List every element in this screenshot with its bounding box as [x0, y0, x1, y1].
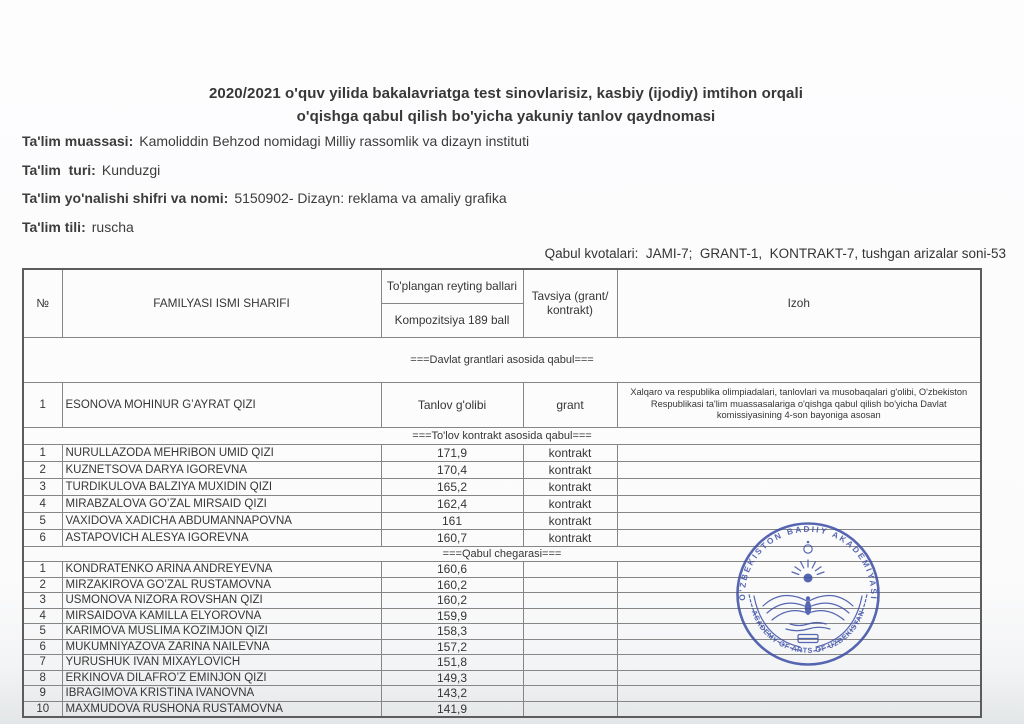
cell-tavsiya	[523, 655, 617, 671]
section-header-label: ===Qabul chegarasi===	[23, 546, 981, 562]
cell-tavsiya: kontrakt	[523, 444, 617, 461]
cell-score: 159,9	[381, 608, 523, 624]
cell-name: KONDRATENKO ARINA ANDREYEVNA	[62, 562, 381, 578]
meta-row-code	[22, 188, 529, 217]
meta-label: Ta'lim muassasi:	[22, 133, 134, 149]
cell-tavsiya: kontrakt	[523, 495, 617, 512]
section-grant	[23, 337, 981, 427]
table-row	[23, 562, 981, 578]
section-header-row	[23, 337, 981, 382]
cell-name: IBRAGIMOVA KRISTINA IVANOVNA	[62, 686, 381, 702]
table-row	[23, 655, 981, 671]
cell-name: YURUSHUK IVAN MIXAYLOVICH	[62, 655, 381, 671]
col-header-name: FAMILYASI ISMI SHARIFI	[62, 269, 381, 337]
cell-name: MUKUMNIYAZOVA ZARINA NAILEVNA	[62, 639, 381, 655]
cell-num: 3	[23, 593, 62, 609]
cell-tavsiya: kontrakt	[523, 512, 617, 529]
cell-score: 157,2	[381, 639, 523, 655]
col-header-izoh: Izoh	[617, 269, 981, 337]
cell-num: 6	[23, 529, 62, 546]
col-header-tavsiya: Tavsiya (grant/ kontrakt)	[523, 269, 617, 337]
cell-num: 3	[23, 478, 62, 495]
cell-izoh	[617, 655, 981, 671]
section-kontrakt	[23, 427, 981, 546]
cell-score: 170,4	[381, 461, 523, 478]
cell-score: 160,2	[381, 577, 523, 593]
cell-name: ESONOVA MOHINUR G’AYRAT QIZI	[62, 382, 381, 427]
cell-tavsiya	[523, 562, 617, 578]
cell-num: 1	[23, 382, 62, 427]
meta-block	[22, 131, 529, 245]
meta-row-language	[22, 217, 529, 246]
section-header-row	[23, 427, 981, 444]
cell-tavsiya	[523, 624, 617, 640]
cell-tavsiya	[523, 608, 617, 624]
cell-num: 7	[23, 655, 62, 671]
cell-tavsiya	[523, 670, 617, 686]
cell-num: 1	[23, 562, 62, 578]
cell-izoh	[617, 686, 981, 702]
table-row	[23, 639, 981, 655]
cell-score: 165,2	[381, 478, 523, 495]
cell-num: 8	[23, 670, 62, 686]
col-header-score-sub: Kompozitsiya 189 ball	[381, 303, 523, 337]
cell-num: 2	[23, 461, 62, 478]
cell-name: NURULLAZODA MEHRIBON UMID QIZI	[62, 444, 381, 461]
meta-row-type	[22, 160, 529, 189]
cell-tavsiya	[523, 577, 617, 593]
table-header	[23, 269, 981, 337]
cell-num: 2	[23, 577, 62, 593]
table-row	[23, 461, 981, 478]
table-row	[23, 670, 981, 686]
meta-value: Kunduzgi	[101, 161, 161, 178]
cell-name: VAXIDOVA XADICHA ABDUMANNAPOVNA	[62, 512, 381, 529]
section-header-label: ===Davlat grantlari asosida qabul===	[23, 337, 981, 382]
cell-score: 143,2	[381, 686, 523, 702]
cell-name: USMONOVA NIZORA ROVSHAN QIZI	[62, 593, 381, 609]
cell-izoh	[617, 562, 981, 578]
cell-name: MIRZAKIROVA GO’ZAL RUSTAMOVNA	[62, 577, 381, 593]
doc-title-line-1: 2020/2021 o'quv yilida bakalavriatga test sinovlarisiz, kasbiy (ijodiy) imtihon orqali	[208, 85, 804, 102]
cell-score: 171,9	[381, 444, 523, 461]
table-row	[23, 495, 981, 512]
cell-score: 158,3	[381, 624, 523, 640]
cell-tavsiya: kontrakt	[523, 461, 617, 478]
stamp-arc-bottom-text: ACADEMY OF ARTS OF UZBEKISTAN	[749, 608, 867, 655]
cell-num: 10	[23, 701, 62, 717]
table-row	[23, 701, 981, 717]
table-row	[23, 686, 981, 702]
cell-score: 149,3	[381, 670, 523, 686]
cell-num: 9	[23, 686, 62, 702]
cell-score: 160,7	[381, 529, 523, 546]
section-chegara	[23, 546, 981, 717]
cell-score: 141,9	[381, 701, 523, 717]
table-row	[23, 382, 981, 427]
cell-izoh	[617, 624, 981, 640]
cell-izoh: Xalqaro va respublika olimpiadalari, tanlovlari va musobaqalari g'olibi, O'zbekiston Respublikasi ta'lim muassasalariga o'qishga qabul qilish bo'yicha Davlat komissiyasining 4-son bayoniga asosan	[617, 382, 981, 427]
cell-tavsiya: kontrakt	[523, 478, 617, 495]
cell-name: ASTAPOVICH ALESYA IGOREVNA	[62, 529, 381, 546]
cell-tavsiya: kontrakt	[523, 529, 617, 546]
cell-score: 160,2	[381, 593, 523, 609]
cell-score: Tanlov g'olibi	[381, 382, 523, 427]
section-header-label: ===To'lov kontrakt asosida qabul===	[23, 427, 981, 444]
col-header-score-group: To'plangan reyting ballari	[381, 269, 523, 303]
meta-label: Ta'lim tili:	[22, 218, 86, 235]
cell-izoh	[617, 577, 981, 593]
cell-num: 6	[23, 639, 62, 655]
results-table	[22, 268, 982, 718]
table-row	[23, 608, 981, 624]
cell-izoh	[617, 495, 981, 512]
cell-izoh	[617, 529, 981, 546]
table-row	[23, 444, 981, 461]
table-row	[23, 478, 981, 495]
cell-name: TURDIKULOVA BALZIYA MUXIDIN QIZI	[62, 478, 381, 495]
cell-score: 161	[381, 512, 523, 529]
table-row	[23, 512, 981, 529]
cell-tavsiya	[523, 639, 617, 655]
col-header-num: №	[23, 269, 62, 337]
cell-tavsiya	[523, 701, 617, 717]
meta-label: Ta'lim turi:	[22, 161, 96, 178]
meta-value: 5150902- Dizayn: reklama va amaliy grafika	[234, 190, 507, 206]
cell-name: MIRSAIDOVA KAMILLA ELYOROVNA	[62, 608, 381, 624]
meta-value: ruscha	[91, 218, 134, 235]
cell-score: 151,8	[381, 655, 523, 671]
meta-row-institution	[22, 131, 529, 160]
cell-tavsiya: grant	[523, 382, 617, 427]
section-header-row	[23, 546, 981, 562]
cell-name: MAXMUDOVA RUSHONA RUSTAMOVNA	[62, 701, 381, 717]
cell-score: 162,4	[381, 495, 523, 512]
cell-score: 160,6	[381, 562, 523, 578]
cell-izoh	[617, 701, 981, 717]
table-row	[23, 529, 981, 546]
cell-izoh	[617, 670, 981, 686]
cell-num: 4	[23, 608, 62, 624]
doc-title-line-2: o'qishga qabul qilish bo'yicha yakuniy tanlov qaydnomasi	[296, 108, 716, 125]
cell-name: ERKINOVA DILAFRO’Z EMINJON QIZI	[62, 670, 381, 686]
cell-izoh	[617, 593, 981, 609]
cell-num: 5	[23, 624, 62, 640]
cell-name: KARIMOVA MUSLIMA KOZIMJON QIZI	[62, 624, 381, 640]
cell-name: MIRABZALOVA GO’ZAL MIRSAID QIZI	[62, 495, 381, 512]
meta-value: Kamoliddin Behzod nomidagi Milliy rassomlik va dizayn instituti	[139, 133, 530, 149]
table-row	[23, 593, 981, 609]
cell-izoh	[617, 639, 981, 655]
table-row	[23, 624, 981, 640]
cell-izoh	[617, 478, 981, 495]
cell-izoh	[617, 608, 981, 624]
quota-line: Qabul kvotalari: JAMI-7; GRANT-1, KONTRAKT-7, tushgan arizalar soni-53	[544, 246, 1006, 261]
cell-tavsiya	[523, 686, 617, 702]
cell-num: 4	[23, 495, 62, 512]
cell-name: KUZNETSOVA DARYA IGOREVNA	[62, 461, 381, 478]
table-row	[23, 577, 981, 593]
cell-izoh	[617, 512, 981, 529]
meta-label: Ta'lim yo'nalishi shifri va nomi:	[22, 190, 229, 206]
doc-title	[0, 82, 1012, 128]
cell-izoh	[617, 461, 981, 478]
stamp-arc-top-text: O'ZBEKISTON BADIIY AKADEMIYASI	[736, 523, 880, 602]
cell-izoh	[617, 444, 981, 461]
cell-tavsiya	[523, 593, 617, 609]
cell-num: 1	[23, 444, 62, 461]
cell-num: 5	[23, 512, 62, 529]
